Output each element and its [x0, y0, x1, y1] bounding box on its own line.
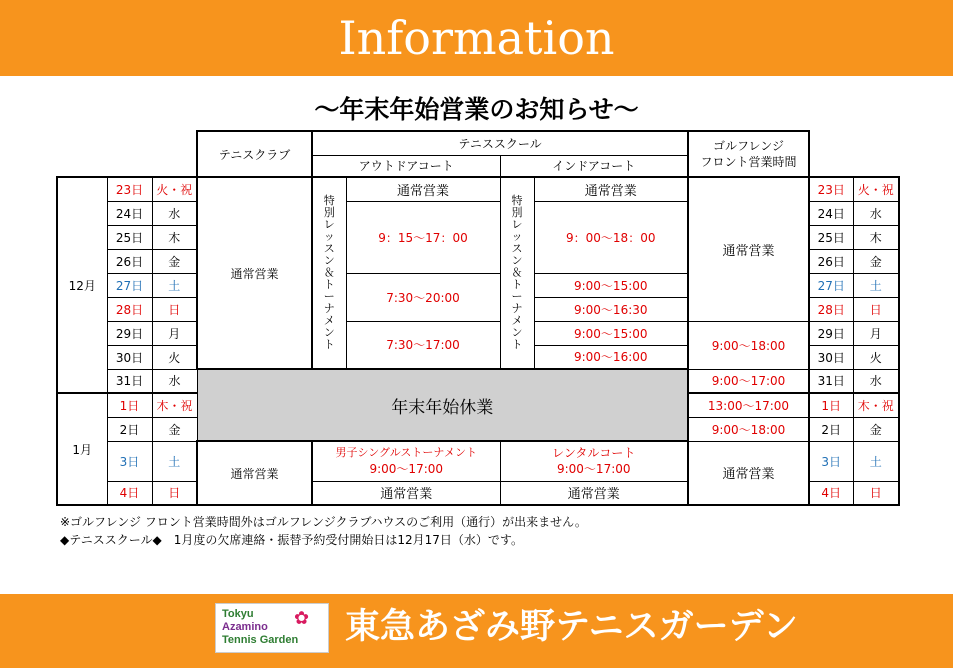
header-outdoor-court: アウトドアコート — [312, 155, 500, 177]
logo-line-azamino: Azamino — [222, 621, 268, 633]
date-cell: 1日 — [809, 393, 853, 417]
indoor-normal-hours: 通常営業 — [534, 177, 688, 201]
header-golf-range — [688, 131, 809, 177]
indoor-hours-24-26: 9：00～18：00 — [534, 201, 688, 273]
date-cell: 4日 — [107, 481, 152, 505]
schedule-table — [56, 130, 900, 506]
golf-jan-3-4: 通常営業 — [688, 441, 809, 505]
date-cell: 2日 — [107, 417, 152, 441]
logo-line-tennis-garden: Tennis Garden — [222, 634, 299, 646]
header-golf-line1: ゴルフレンジ — [713, 139, 784, 153]
outdoor-jan-4: 通常営業 — [312, 481, 500, 505]
date-cell: 30日 — [809, 345, 853, 369]
header-indoor-court: インドアコート — [500, 155, 688, 177]
weekday-cell: 金 — [853, 249, 899, 273]
year-end-closure: 年末年始休業 — [197, 369, 688, 441]
golf-hours-jan-1: 13:00～17:00 — [688, 393, 809, 417]
date-cell: 25日 — [809, 225, 853, 249]
indoor-hours-29: 9:00～15:00 — [534, 321, 688, 345]
indoor-jan-3-event: レンタルコート — [552, 446, 636, 461]
weekday-cell: 水 — [853, 369, 899, 393]
indoor-jan-3 — [500, 441, 688, 481]
weekday-cell: 月 — [853, 321, 899, 345]
golf-normal-hours: 通常営業 — [688, 177, 809, 321]
logo-line-tokyu: Tokyu — [222, 608, 254, 620]
indoor-hours-28: 9:00～16:30 — [534, 297, 688, 321]
weekday-cell: 火・祝 — [853, 177, 899, 201]
outdoor-normal-hours: 通常営業 — [346, 177, 500, 201]
outdoor-jan-3-event: 男子シングルストーナメント — [335, 445, 477, 459]
weekday-cell: 火・祝 — [152, 177, 197, 201]
outdoor-hours-29-30: 7:30～17:00 — [346, 321, 500, 369]
date-cell: 28日 — [107, 297, 152, 321]
date-cell: 2日 — [809, 417, 853, 441]
date-cell: 27日 — [107, 273, 152, 297]
flower-icon: ✿ — [294, 608, 310, 629]
tennis-club-dec-hours: 通常営業 — [197, 177, 312, 369]
tennis-club-jan-hours: 通常営業 — [197, 441, 312, 505]
indoor-hours-30: 9:00～16:00 — [534, 345, 688, 369]
date-cell: 29日 — [809, 321, 853, 345]
weekday-cell: 木・祝 — [853, 393, 899, 417]
header-bar — [0, 0, 953, 76]
golf-hours-jan-2: 9:00～18:00 — [688, 417, 809, 441]
tennis-school-note: ◆テニススクール◆ 1月度の欠席連絡・振替予約受付開始日は12月17日（水）です。 — [60, 533, 523, 547]
weekday-cell: 金 — [853, 417, 899, 441]
outdoor-jan-3-hours: 9:00～17:00 — [369, 461, 444, 476]
date-cell: 31日 — [809, 369, 853, 393]
date-cell: 25日 — [107, 225, 152, 249]
header-golf-line2: フロント営業時間 — [700, 155, 797, 169]
date-cell: 4日 — [809, 481, 853, 505]
date-cell: 27日 — [809, 273, 853, 297]
weekday-cell: 日 — [853, 297, 899, 321]
header-tennis-school: テニススクール — [312, 131, 688, 155]
date-cell: 26日 — [107, 249, 152, 273]
date-cell: 31日 — [107, 369, 152, 393]
date-cell: 28日 — [809, 297, 853, 321]
date-cell: 1日 — [107, 393, 152, 417]
date-cell: 26日 — [809, 249, 853, 273]
date-cell: 3日 — [809, 441, 853, 481]
weekday-cell: 土 — [853, 441, 899, 481]
indoor-hours-27: 9:00～15:00 — [534, 273, 688, 297]
brand-name: 東急あざみ野テニスガーデン — [345, 607, 798, 647]
date-cell: 24日 — [107, 201, 152, 225]
tennis-garden-logo — [215, 603, 329, 653]
special-lesson-label-outdoor: 特 別 レ ッ ス ン ＆ ト ー ナ メ ン ト — [312, 177, 346, 369]
header-tennis-club: テニスクラブ — [197, 131, 312, 177]
indoor-jan-3-hours: 9:00～17:00 — [556, 462, 631, 477]
weekday-cell: 火 — [853, 345, 899, 369]
outdoor-hours-24-26: 9：15～17：00 — [346, 201, 500, 273]
page-title: Information — [338, 11, 615, 65]
weekday-cell: 水 — [853, 201, 899, 225]
outdoor-hours-27-28: 7:30～20:00 — [346, 273, 500, 321]
weekday-cell: 木 — [152, 225, 197, 249]
date-cell: 29日 — [107, 321, 152, 345]
golf-range-note: ※ゴルフレンジ フロント営業時間外はゴルフレンジクラブハウスのご利用（通行）が出来ません。 — [60, 515, 587, 529]
weekday-cell: 日 — [152, 481, 197, 505]
golf-hours-29-30: 9:00～18:00 — [688, 321, 809, 369]
date-cell: 24日 — [809, 201, 853, 225]
golf-hours-31: 9:00～17:00 — [688, 369, 809, 393]
outdoor-jan-3 — [312, 441, 500, 481]
weekday-cell: 日 — [152, 297, 197, 321]
date-cell: 3日 — [107, 441, 152, 481]
date-cell: 23日 — [809, 177, 853, 201]
weekday-cell: 金 — [152, 249, 197, 273]
date-cell: 30日 — [107, 345, 152, 369]
weekday-cell: 土 — [152, 441, 197, 481]
weekday-cell: 水 — [152, 201, 197, 225]
weekday-cell: 木・祝 — [152, 393, 197, 417]
special-lesson-label-indoor: 特 別 レ ッ ス ン ＆ ト ー ナ メ ン ト — [500, 177, 534, 369]
indoor-jan-4: 通常営業 — [500, 481, 688, 505]
weekday-cell: 水 — [152, 369, 197, 393]
weekday-cell: 火 — [152, 345, 197, 369]
weekday-cell: 金 — [152, 417, 197, 441]
weekday-cell: 木 — [853, 225, 899, 249]
date-cell: 23日 — [107, 177, 152, 201]
month-label-january: 1月 — [57, 393, 107, 505]
notice-subtitle: ～年末年始営業のお知らせ～ — [314, 95, 639, 124]
weekday-cell: 月 — [152, 321, 197, 345]
weekday-cell: 土 — [152, 273, 197, 297]
month-label-december: 12月 — [57, 177, 107, 393]
weekday-cell: 日 — [853, 481, 899, 505]
weekday-cell: 土 — [853, 273, 899, 297]
